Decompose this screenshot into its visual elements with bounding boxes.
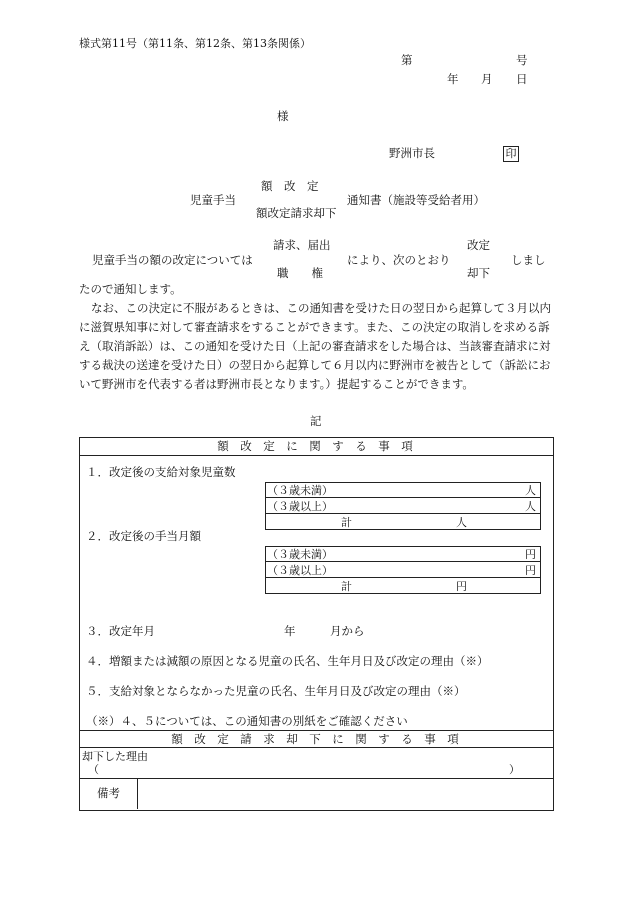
recipient-honorific: 様 [277,109,289,123]
children-under3-unit: 人 [525,484,536,497]
body-line1-suffix: しまし [511,253,546,267]
decision-option-revise: 改定 [467,238,490,252]
children-total-label: 計 [341,516,352,529]
amount-under3-label: （３歳未満） [267,548,333,561]
date-month: 月 [481,72,493,86]
body-line1-middle: により、次のとおり [347,253,451,267]
amount-total-unit: 円 [456,580,467,593]
amount-total-label: 計 [341,580,352,593]
body-line2: たので通知します。 [79,282,182,296]
ki-heading: 記 [310,414,322,428]
number-prefix: 第 [401,53,413,67]
reason-paren-open: （ [88,763,99,776]
number-suffix: 号 [516,53,528,67]
basis-option-authority: 職 権 [277,266,323,280]
section1-header: 額 改 定 に 関 す る 事 項 [217,439,413,453]
section2-header: 額 改 定 請 求 却 下 に 関 す る 事 項 [171,732,459,746]
item3-month: 月から [330,624,365,638]
item1-label: １．改定後の支給対象児童数 [86,465,236,479]
rejection-reason-label: 却下した理由 [82,750,148,763]
form-number: 様式第11号（第11条、第12条、第13条関係） [79,37,311,50]
date-year: 年 [447,72,459,86]
body-line1-prefix: 児童手当の額の改定については [92,253,253,267]
issuer-mayor: 野洲市長 [389,146,435,160]
children-total-unit: 人 [456,516,467,529]
official-seal: 印 [503,146,519,162]
decision-option-reject: 却下 [467,266,490,280]
remarks-label: 備考 [97,786,120,800]
title-option-revision: 額 改 定 [261,179,319,193]
item4-label: ４．増額または減額の原因となる児童の氏名、生年月日及び改定の理由（※） [86,654,489,668]
item2-label: ２．改定後の手当月額 [86,529,201,543]
children-under3-label: （３歳未満） [267,484,333,497]
amount-over3-label: （３歳以上） [267,564,333,577]
reason-paren-close: ） [509,763,520,776]
items-note: （※）４、５については、この通知書の別紙をご確認ください [86,714,408,728]
amount-under3-unit: 円 [525,548,536,561]
date-day: 日 [516,72,528,86]
title-option-rejection: 額改定請求却下 [256,206,337,220]
children-over3-label: （３歳以上） [267,500,333,513]
basis-option-request: 請求、届出 [273,238,331,252]
item5-label: ５．支給対象とならなかった児童の氏名、生年月日及び改定の理由（※） [86,684,466,698]
title-prefix: 児童手当 [190,193,236,207]
item3-label: ３．改定年月 [86,624,155,638]
appeal-notice: なお、この決定に不服があるときは、この通知書を受けた日の翌日から起算して３月以内に滋賀県知事に対して審査請求をすることができます。また、この決定の取消しを求める訴え（取消訴訟）は、この通知を受けた日（上記の審査請求をした場合は、当該審査請求に対する裁決の送達を受けた日）の翌日から起算して６月以内に野洲市を被告として（訴訟において野洲市を代表する者は野洲市長となります。）提起することができます。 [79,301,551,391]
title-suffix: 通知書（施設等受給者用） [347,193,485,207]
item3-year: 年 [284,624,296,638]
children-over3-unit: 人 [525,500,536,513]
amount-over3-unit: 円 [525,564,536,577]
